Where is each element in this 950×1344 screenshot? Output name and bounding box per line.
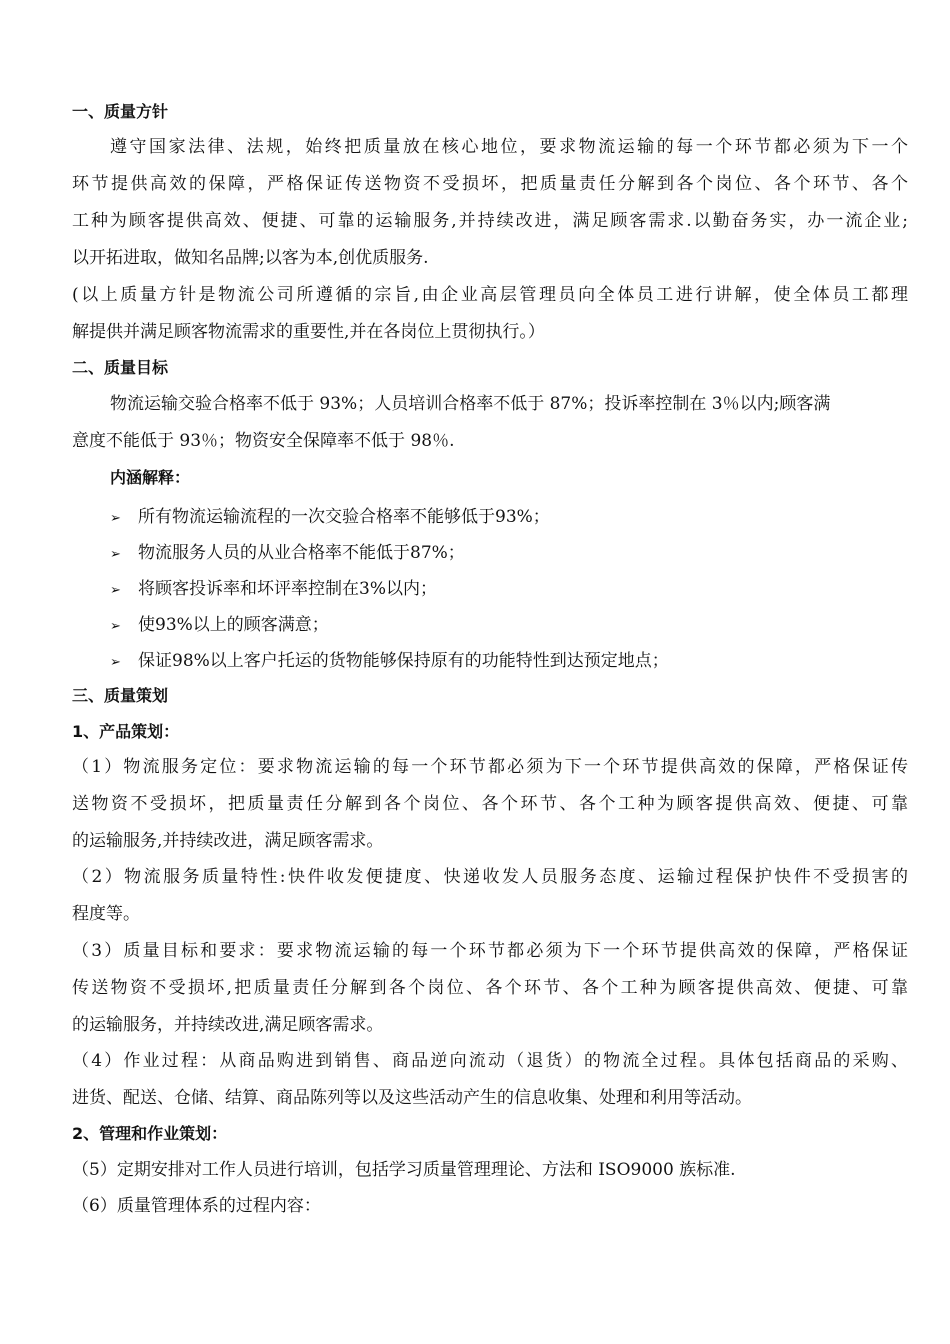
goals-paragraph-line: 物流运输交验合格率不低于 93%；人员培训合格率不低于 87%；投诉率控制在 3％以内;顾客满 [110,394,831,414]
planning-item-line: 程度等。 [72,904,140,924]
goals-paragraph-line: 意度不能低于 93％；物资安全保障率不低于 98％. [72,431,455,451]
bullet-text: 物流服务人员的从业合格率不能低于87%； [138,543,465,563]
planning-item-line: 传送物资不受损坏,把质量责任分解到各个岗位、各个环节、各个工种为顾客提供高效、便捷、可靠 [72,978,908,998]
bullet-text: 使93%以上的顾客满意； [138,615,329,635]
policy-paragraph-line: 工种为顾客提供高效、便捷、可靠的运输服务,并持续改进，满足顾客需求.以勤奋务实，办一流企业; [72,211,908,231]
bullet-text: 将顾客投诉率和坏评率控制在3%以内； [138,579,437,599]
bullet-item [110,541,908,567]
planning-item-line: （1）物流服务定位：要求物流运输的每一个环节都必须为下一个环节提供高效的保障，严格保证传 [72,757,908,777]
bullet-item [110,649,908,675]
subheading-management-planning: 2、管理和作业策划： [72,1124,228,1143]
policy-paragraph-line: 以开拓进取，做知名品牌;以客为本,创优质服务. [72,248,429,268]
planning-item-line: （2）物流服务质量特性:快件收发便捷度、快递收发人员服务态度、运输过程保护快件不受损害的 [72,867,908,887]
bullet-item [110,505,908,531]
bullet-text: 保证98%以上客户托运的货物能够保持原有的功能特性到达预定地点； [138,651,669,671]
planning-item-line: 的运输服务,并持续改进，满足顾客需求。 [72,831,384,851]
planning-item-line: （3）质量目标和要求：要求物流运输的每一个环节都必须为下一个环节提供高效的保障，严格保证 [72,941,908,961]
policy-paragraph-line: 环节提供高效的保障，严格保证传送物资不受损坏，把质量责任分解到各个岗位、各个环节、各个 [72,174,908,194]
bullet-arrow-icon: ➢ [110,547,121,562]
bullet-arrow-icon: ➢ [110,511,121,526]
planning-item-line: 进货、配送、仓储、结算、商品陈列等以及这些活动产生的信息收集、处理和利用等活动。 [72,1088,752,1108]
section-heading-quality-goals: 二、质量目标 [72,358,169,377]
planning-item-line: 的运输服务，并持续改进,满足顾客需求。 [72,1015,384,1035]
planning-item-line: 送物资不受损坏，把质量责任分解到各个岗位、各个环节、各个工种为顾客提供高效、便捷、可靠 [72,794,908,814]
policy-note-line: (以上质量方针是物流公司所遵循的宗旨,由企业高层管理员向全体员工进行讲解，使全体员工都理 [72,285,908,305]
subheading-product-planning: 1、产品策划： [72,722,180,741]
bullet-arrow-icon: ➢ [110,619,121,634]
bullet-text: 所有物流运输流程的一次交验合格率不能够低于93%； [138,507,550,527]
bullet-item [110,613,908,639]
planning-item-line: （4）作业过程：从商品购进到销售、商品逆向流动（退货）的物流全过程。具体包括商品的采购、 [72,1051,908,1071]
section-heading-quality-policy: 一、质量方针 [72,102,169,121]
bullet-arrow-icon: ➢ [110,583,121,598]
subheading-explanation: 内涵解释： [110,468,191,487]
policy-note-line: 解提供并满足顾客物流需求的重要性,并在各岗位上贯彻执行。） [72,322,545,342]
policy-paragraph-line: 遵守国家法律、法规，始终把质量放在核心地位，要求物流运输的每一个环节都必须为下一个 [110,137,908,157]
planning-item-line: （5）定期安排对工作人员进行培训，包括学习质量管理理论、方法和 ISO9000 族标准. [72,1160,736,1180]
bullet-arrow-icon: ➢ [110,655,121,670]
section-heading-quality-planning: 三、质量策划 [72,686,169,705]
planning-item-line: （6）质量管理体系的过程内容： [72,1196,321,1216]
bullet-item [110,577,908,603]
